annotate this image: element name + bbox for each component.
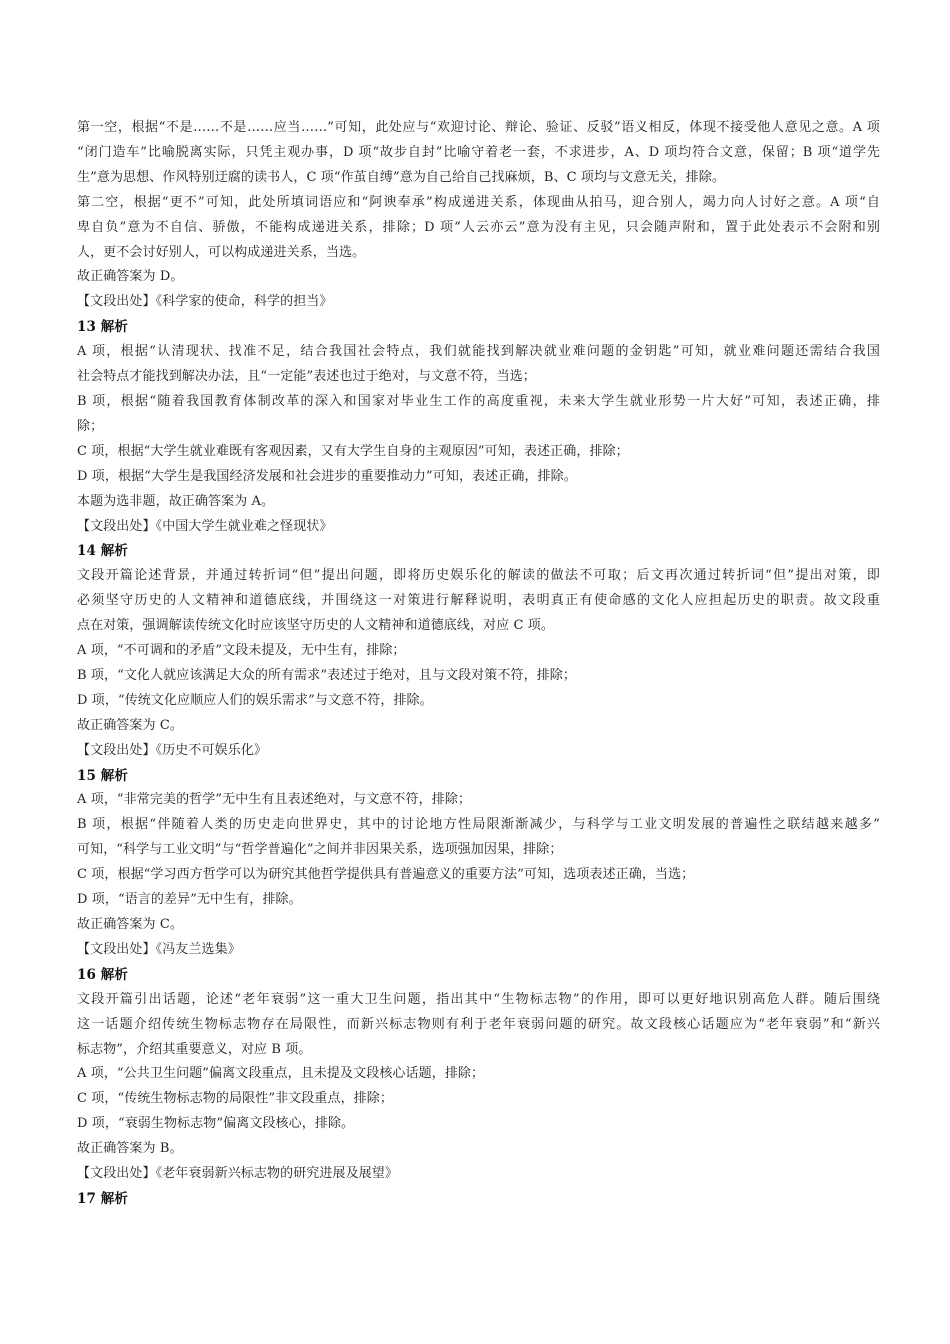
text-line: B 项，根据“伴随着人类的历史走向世界史，其中的讨论地方性局限渐渐减少，与科学与工业文明发展的普遍性之联结越来越多” [77,817,880,833]
text-line: D 项，“衰弱生物标志物”偏离文段核心，排除。 [77,1116,355,1132]
text-line: 【文段出处】《中国大学生就业难之怪现状》 [77,518,333,534]
text-line: C 项，根据“学习西方哲学可以为研究其他哲学提供具有普遍意义的重要方法”可知，选项表述正确，当选； [77,867,695,883]
text-line: D 项，根据“大学生是我国经济发展和社会进步的重要推动力”可知，表述正确，排除。 [77,468,577,484]
text-line: 卑自负”意为不自信、骄傲，不能构成递进关系，排除；D 项“人云亦云”意为没有主见，只会随声附和，置于此处表示不会附和别 [77,219,880,235]
text-line: A 项，根据“认清现状、找准不足，结合我国社会特点，我们就能找到解决就业难问题的金钥匙”可知，就业难问题还需结合我国 [77,344,880,360]
text-line: 必须坚守历史的人文精神和道德底线，并围绕这一对策进行解释说明，表明真正有使命感的文化人应担起历史的职责。故文段重 [77,593,880,609]
text-line: A 项，“不可调和的矛盾”文段未提及，无中生有，排除； [77,643,406,659]
text-line: B 项，根据“随着我国教育体制改革的深入和国家对毕业生工作的高度重视，未来大学生就业形势一片大好”可知，表述正确，排 [77,393,880,409]
section-heading: 17 解析 [77,1190,128,1207]
text-line: A 项，“公共卫生问题”偏离文段重点，且未提及文段核心话题，排除； [77,1066,485,1082]
text-line: 【文段出处】《冯友兰选集》 [77,941,241,957]
text-line: 第一空，根据“不是……不是……应当……”可知，此处应与“欢迎讨论、辩论、验证、反驳”语义相反，体现不接受他人意见之意。A 项 [77,120,880,135]
text-line: “闭门造车”比喻脱离实际，只凭主观办事，D 项“故步自封”比喻守着老一套，不求进步，A、D 项均符合文意，保留；B 项“道学先 [77,144,880,160]
text-line: 除； [77,418,104,434]
text-line: B 项，“文化人就应该满足大众的所有需求”表述过于绝对，且与文段对策不符，排除； [77,667,576,683]
text-line: 标志物”，介绍其重要意义，对应 B 项。 [77,1041,312,1057]
text-line: 这一话题介绍传统生物标志物存在局限性，而新兴标志物则有利于老年衰弱问题的研究。故文段核心话题应为“老年衰弱”和“新兴 [77,1016,880,1032]
text-line: 【文段出处】《老年衰弱新兴标志物的研究进展及展望》 [77,1166,399,1182]
text-line: 第二空，根据“更不”可知，此处所填词语应和“阿谀奉承”构成递进关系，体现曲从拍马，迎合别人，竭力向人讨好之意。A 项“自 [77,194,880,210]
text-line: 故正确答案为 B。 [77,1141,183,1157]
text-line: 人，更不会讨好别人，可以构成递进关系，当选。 [77,244,366,260]
section-heading: 15 解析 [77,767,128,784]
document-body [77,116,880,1212]
text-line: 故正确答案为 C。 [77,717,183,733]
text-line: C 项，“传统生物标志物的局限性”非文段重点，排除； [77,1091,393,1107]
section-heading: 16 解析 [77,966,128,983]
text-line: C 项，根据“大学生就业难既有客观因素，又有大学生自身的主观原因”可知，表述正确，排除； [77,443,629,459]
text-line: 可知，“科学与工业文明”与“哲学普遍化”之间并非因果关系，选项强加因果，排除； [77,842,563,858]
text-line: 故正确答案为 C。 [77,917,183,932]
text-line: 【文段出处】《历史不可娱乐化》 [77,742,268,758]
text-line: D 项，“传统文化应顺应人们的娱乐需求”与文意不符，排除。 [77,692,433,708]
text-line: 本题为选非题，故正确答案为 A。 [77,493,275,509]
text-line: 生”意为思想、作风特别迂腐的读书人，C 项“作茧自缚”意为自己给自己找麻烦，B、C 项均与文意无关，排除。 [77,169,725,185]
text-line: 社会特点才能找到解决办法，且“一定能”表述也过于绝对，与文意不符，当选； [77,369,536,385]
text-line: 点在对策，强调解读传统文化时应该坚守历史的人文精神和道德底线，对应 C 项。 [77,618,555,634]
text-line: 文段开篇论述背景，并通过转折词“但”提出问题，即将历史娱乐化的解读的做法不可取；后文再次通过转折词“但”提出对策，即 [77,568,880,584]
section-heading: 13 解析 [77,319,128,336]
text-line: A 项，“非常完美的哲学”无中生有且表述绝对，与文意不符，排除； [77,792,472,808]
text-line: 文段开篇引出话题，论述“老年衰弱”这一重大卫生问题，指出其中“生物标志物”的作用，即可以更好地识别高危人群。随后围绕 [77,991,880,1007]
text-line: D 项，“语言的差异”无中生有，排除。 [77,892,302,908]
text-line: 【文段出处】《科学家的使命，科学的担当》 [77,294,333,310]
text-line: 故正确答案为 D。 [77,269,184,285]
section-heading: 14 解析 [77,543,128,560]
